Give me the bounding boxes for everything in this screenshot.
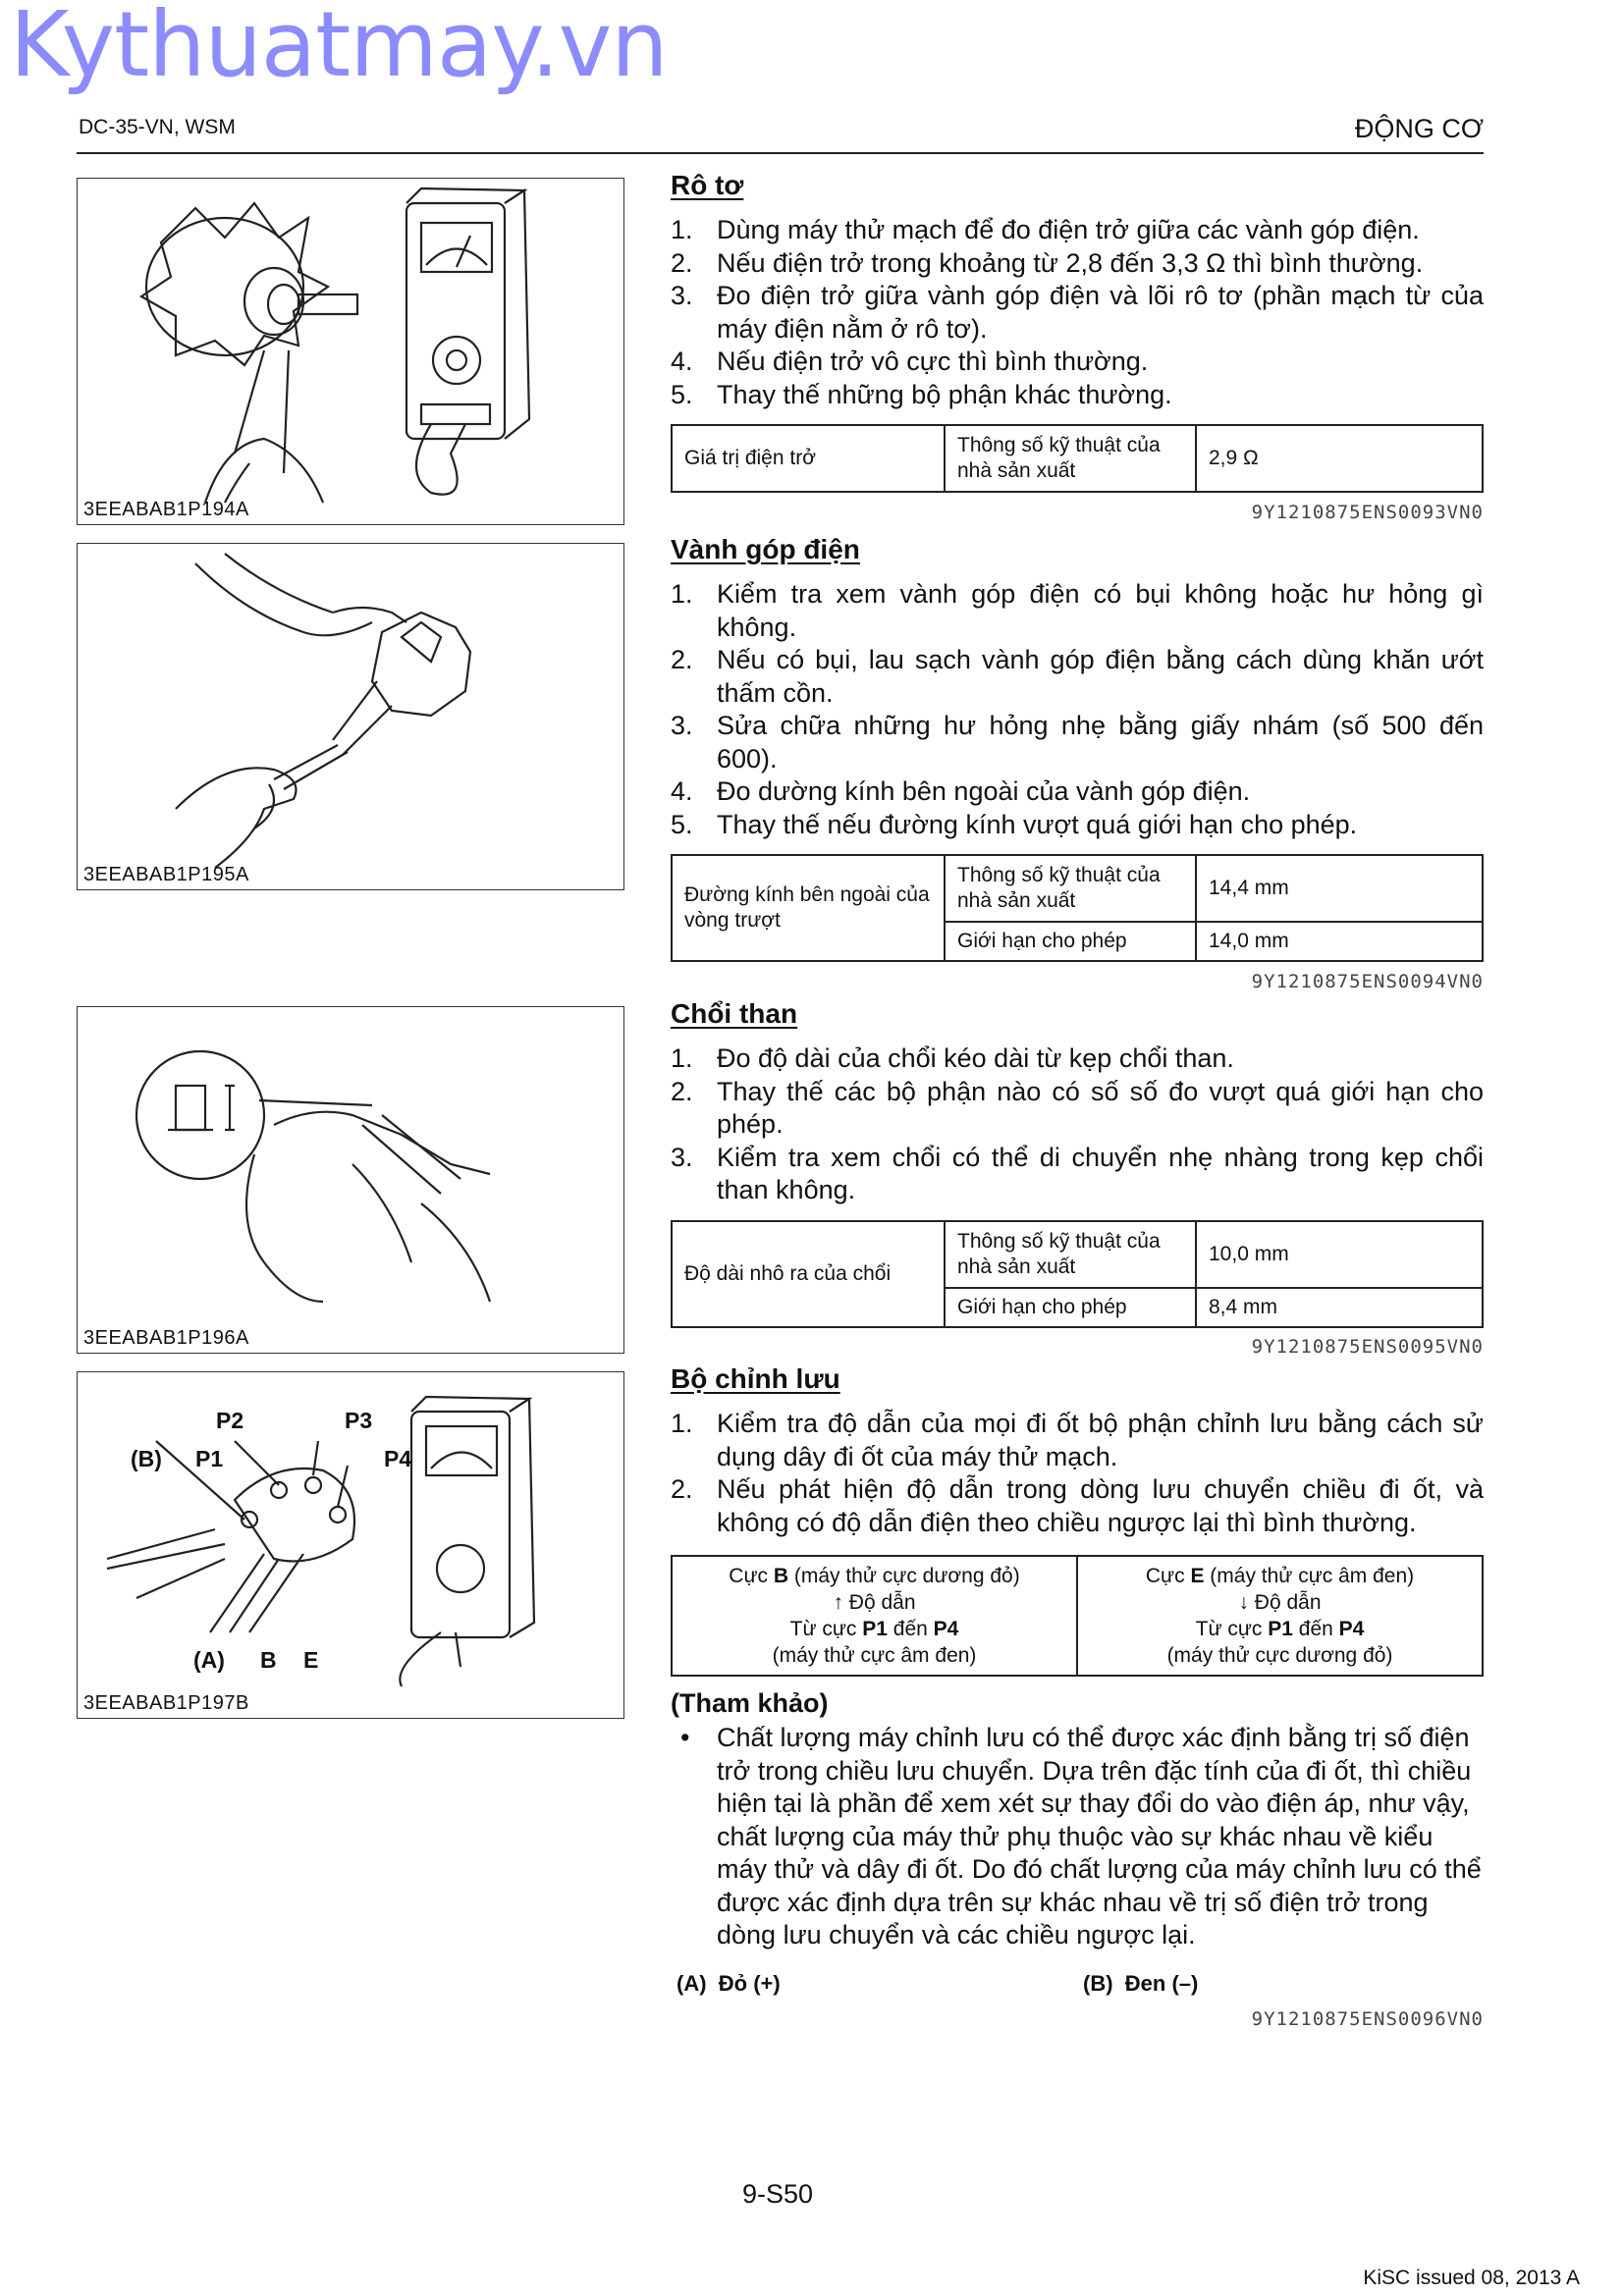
rotor-test-illustration	[78, 179, 623, 524]
section-title: ĐỘNG CƠ	[1354, 114, 1484, 143]
list-item: 4. Nếu điện trở vô cực thì bình thường.	[671, 347, 1149, 376]
list-item: 2. Nếu phát hiện độ dẫn trong dòng lưu chuyển chiều đi ốt, và không có độ dẫn điện theo chiều ngược lại thì bình thường.	[671, 1474, 1484, 1537]
header-rule	[77, 152, 1484, 154]
reference-body	[671, 1722, 1484, 1952]
spec-value: 2,9 Ω	[1196, 425, 1483, 492]
list-item: 3. Đo điện trở giữa vành góp điện và lõi rô tơ (phần mạch từ của máy điện nằm ở rô tơ).	[671, 281, 1484, 344]
watermark: Kythuatmay.vn	[10, 0, 668, 97]
slip-ring-steps	[671, 578, 1484, 841]
figure-label: 3EEABAB1P197B	[83, 1692, 249, 1714]
doc-code: DC-35-VN, WSM	[79, 116, 236, 138]
brush-illustration	[78, 1007, 623, 1353]
rectifier-forward-cell	[672, 1556, 1077, 1676]
brush-steps	[671, 1042, 1484, 1207]
spec-type: Thông số kỹ thuật của nhà sản xuất	[945, 1221, 1196, 1288]
figure-label: 3EEABAB1P195A	[83, 864, 249, 885]
slip-ring-title: Vành góp điện	[671, 534, 860, 564]
list-item: 2. Nếu điện trở trong khoảng từ 2,8 đến 3,3 Ω thì bình thường.	[671, 247, 1424, 278]
figure-rectifier	[77, 1371, 624, 1719]
callout-b-paren: (B)	[131, 1446, 162, 1471]
list-item: 1. Kiểm tra xem vành góp điện có bụi không hoặc hư hỏng gì không.	[671, 579, 1484, 642]
rectifier-cell-line: Từ cực P1 đến P4	[1195, 1618, 1365, 1640]
rectifier-cell-line: (máy thử cực âm đen)	[772, 1644, 977, 1667]
ref-code: 9Y1210875ENS0095VN0	[1251, 1336, 1484, 1358]
reference-text: Chất lượng máy chỉnh lưu có thể được xác định bằng trị số điện trở trong chiều lưu chuyển. Dựa trên đặc tính của đi ốt, thì chiều hiện tại là phần để xem xét sự thay đổi do vào điện áp, như vậy, chất lượng của máy thử phụ thuộc vào sự khác nhau về kiểu máy thử và dây đi ốt. Do đó chất lượng của máy chỉnh lưu có thể được xác định dựa trên sự khác nhau về trị số điện trở trong dòng lưu chuyển và các chiều ngược lại.	[717, 1723, 1482, 1949]
ref-code: 9Y1210875ENS0094VN0	[1251, 971, 1484, 992]
list-item: 3. Sửa chữa những hư hỏng nhẹ bằng giấy nhám (số 500 đến 600).	[671, 711, 1484, 774]
rectifier-cell-line: Cực E (máy thử cực âm đen)	[1145, 1565, 1415, 1587]
spec-value: 14,4 mm	[1196, 855, 1483, 922]
callout-a-paren: (A)	[193, 1647, 225, 1673]
limit-value: 8,4 mm	[1196, 1288, 1483, 1327]
rectifier-cell-line: ↑ Độ dẫn	[833, 1591, 916, 1614]
callout-p4: P4	[384, 1446, 412, 1471]
rectifier-cell-line: Từ cực P1 đến P4	[789, 1618, 959, 1640]
callout-p3: P3	[345, 1408, 373, 1433]
rectifier-test-table	[671, 1555, 1484, 1677]
limit-type: Giới hạn cho phép	[945, 1288, 1196, 1327]
list-item: 4. Đo dường kính bên ngoài của vành góp điện.	[671, 776, 1251, 806]
spec-label: Đường kính bên ngoài của vòng trượt	[672, 855, 945, 961]
legend-b: (B) Đen (–)	[1083, 1971, 1199, 1996]
page-number: 9-S50	[742, 2179, 814, 2209]
spec-type: Thông số kỹ thuật của nhà sản xuất	[945, 425, 1196, 492]
callout-p2: P2	[216, 1408, 244, 1433]
figure-rotor-test	[77, 178, 624, 525]
callout-e: E	[303, 1647, 319, 1673]
slip-ring-illustration	[78, 544, 623, 889]
figure-label: 3EEABAB1P196A	[83, 1327, 249, 1349]
ref-code: 9Y1210875ENS0093VN0	[1251, 502, 1484, 523]
rotor-spec-table	[671, 424, 1484, 493]
list-item: 2. Nếu có bụi, lau sạch vành góp điện bằng cách dùng khăn ướt thấm cồn.	[671, 645, 1484, 708]
brush-spec-table	[671, 1220, 1484, 1328]
rotor-steps	[671, 214, 1484, 411]
rotor-title: Rô tơ	[671, 170, 744, 200]
figure-label: 3EEABAB1P194A	[83, 499, 249, 520]
callout-p1: P1	[195, 1446, 224, 1471]
list-item: 2. Thay thế các bộ phận nào có số số đo vượt quá giới hạn cho phép.	[671, 1076, 1484, 1139]
reference-title: (Tham khảo)	[671, 1688, 829, 1718]
list-item: 3. Kiểm tra xem chổi có thể di chuyển nhẹ nhàng trong kẹp chổi than không.	[671, 1142, 1484, 1204]
spec-label: Độ dài nhô ra của chổi	[672, 1221, 945, 1327]
figure-slip-ring	[77, 543, 624, 890]
list-item: 1. Đo độ dài của chổi kéo dài từ kẹp chổi than.	[671, 1043, 1234, 1073]
spec-label: Giá trị điện trở	[672, 425, 945, 492]
rectifier-cell-line: ↓ Độ dẫn	[1238, 1591, 1322, 1614]
figure-brush	[77, 1006, 624, 1354]
rectifier-steps	[671, 1408, 1484, 1539]
list-item: 1. Kiểm tra độ dẫn của mọi đi ốt bộ phận chỉnh lưu bằng cách sử dụng dây đi ốt của máy thử mạch.	[671, 1409, 1484, 1471]
callout-b: B	[260, 1647, 277, 1673]
limit-type: Giới hạn cho phép	[945, 922, 1196, 961]
spec-type: Thông số kỹ thuật của nhà sản xuất	[945, 855, 1196, 922]
brush-title: Chổi than	[671, 998, 798, 1029]
issued-note: KiSC issued 08, 2013 A	[1363, 2267, 1580, 2289]
legend-a: (A) Đỏ (+)	[676, 1971, 781, 1996]
slip-ring-spec-table	[671, 854, 1484, 962]
limit-value: 14,0 mm	[1196, 922, 1483, 961]
list-item: 5. Thay thế nếu đường kính vượt quá giới hạn cho phép.	[671, 809, 1358, 839]
rectifier-cell-line: Cực B (máy thử cực dương đỏ)	[729, 1565, 1020, 1587]
rectifier-title: Bộ chỉnh lưu	[671, 1363, 840, 1394]
rectifier-cell-line: (máy thử cực dương đỏ)	[1166, 1644, 1393, 1667]
ref-code: 9Y1210875ENS0096VN0	[1251, 2008, 1484, 2030]
spec-value: 10,0 mm	[1196, 1221, 1483, 1288]
bullet: •	[680, 1723, 690, 1752]
list-item: 1. Dùng máy thử mạch để đo điện trở giữa các vành góp điện.	[671, 215, 1420, 244]
list-item: 5. Thay thế những bộ phận khác thường.	[671, 379, 1172, 409]
rectifier-reverse-cell	[1077, 1556, 1483, 1676]
